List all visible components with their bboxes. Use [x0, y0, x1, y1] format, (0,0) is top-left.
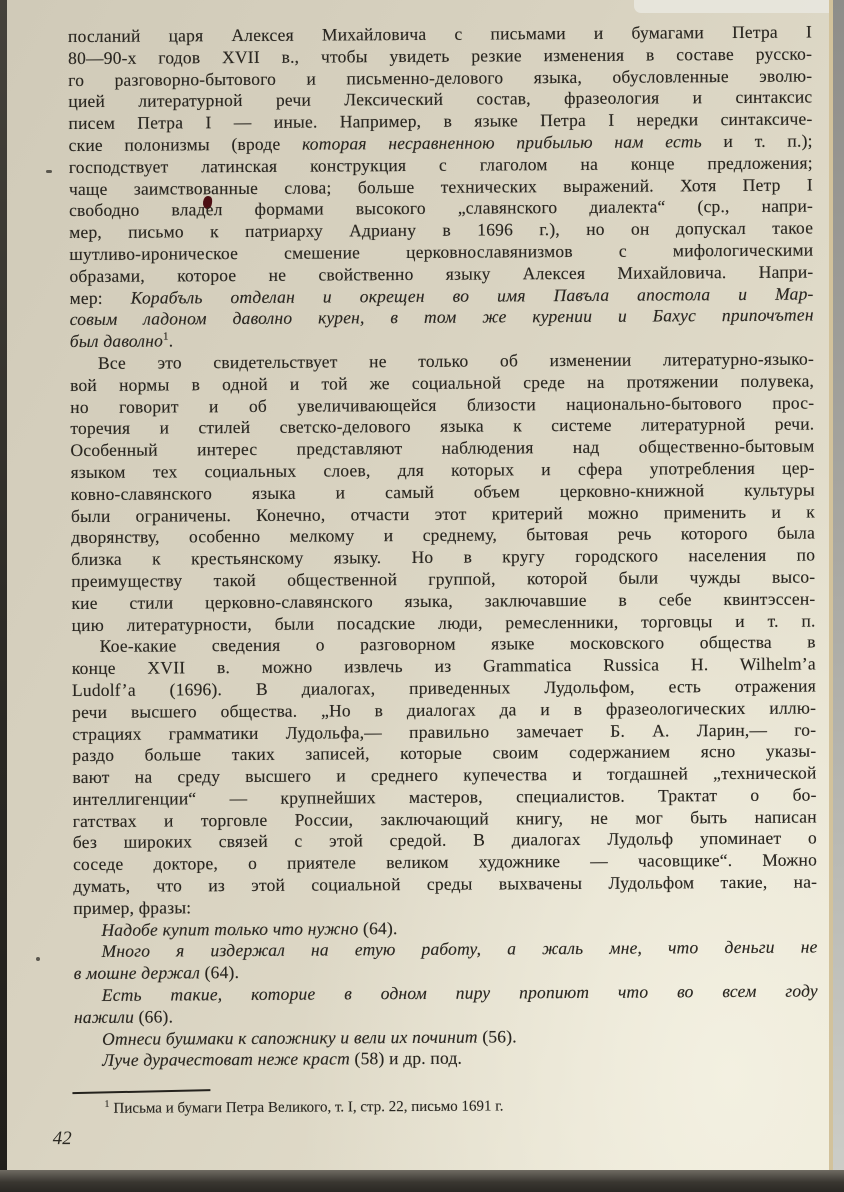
text-line: дворянству, особенно мелкому и среднему, бытовая речь которого была — [70, 522, 816, 548]
text-line: были ограничены. Конечно, отчасти этот критерий можно применить и к — [70, 501, 815, 526]
text-line: ковно-славянского языка и самый объем церковно-книжной культуры — [70, 479, 815, 504]
text-line: торечия и стилей светско-делового языка к системе литературной речи. — [70, 413, 815, 439]
text-line: цию литературности, были посадские люди, ремесленники, торговцы и т. п. — [71, 610, 816, 635]
text-line: Особенный интерес представляют наблюдения над общественно-бытовым — [70, 435, 815, 461]
text-line: языком тех социальных слоев, для которых и сфера употребления цер- — [70, 457, 815, 482]
text-line: без широких связей с этой средой. В диалогах Лудольф упоминает о — [72, 827, 817, 853]
text-line: Есть такие, которие в одном пиру пропиют что во всем году — [101, 980, 818, 1005]
text-line: образами, которое не свойственно языку Алексея Михайловича. Напри- — [69, 261, 814, 286]
text-line: чаще заимствованные слова; больше технических выражений. Хотя Петр I — [68, 174, 813, 199]
text-line: совым ладоном даволно курен, в том же курении и Бахус припочътен — [69, 304, 814, 330]
text-line: Отнеси бушмаки к сапожнику и вели их починит (56). — [102, 1025, 517, 1049]
page-content — [7, 0, 840, 1170]
text-line: Много я издержал на етую работу, а жаль мне, что деньги не — [101, 936, 818, 962]
footnote-marker: 1 — [104, 1098, 110, 1110]
text-line: пример, фразы: — [73, 897, 192, 918]
text-line: Все это свидетельствует не только об изменении литературно-языко- — [97, 348, 815, 373]
page-number: 42 — [52, 1128, 72, 1150]
text-line: господствует латинская конструкция с глаголом на конце предложения; — [68, 152, 813, 177]
text-line: гатствах и торговле России, заключающий книгу, не мог быть написан — [72, 806, 817, 831]
text-line: кие стили церковно-славянского языка, заключавшие в себе квинтэссен- — [71, 588, 816, 613]
text-line: преимуществу такой общественной группой, которой были чужды высо- — [71, 566, 816, 591]
page-text — [68, 22, 818, 1073]
scan-bed-bottom — [0, 1170, 844, 1192]
text-line: речи высшего общества. „Но в диалогах да и в фразеологических иллю- — [72, 697, 817, 722]
text-line: думать, что из этой социальной среды выхвачены Лудольфом такие, на- — [73, 871, 818, 897]
text-line: интеллигенции“ — крупнейших мастеров, специалистов. Трактат о бо- — [72, 784, 817, 809]
scan-bed-left — [0, 0, 7, 1192]
text-line: Кое-какие сведения о разговорном языке московского общества в — [99, 631, 816, 657]
text-line: писем Петра I — иные. Например, в языке Петра I нередки синтаксиче- — [68, 108, 813, 134]
text-line: шутливо-ироническое смешение церковнославянизмов с мифологическими — [69, 239, 814, 265]
text-line: свободно владел формами высокого „славянского диалекта“ (ср., напри- — [68, 195, 814, 221]
text-line: посланий царя Алексея Михайловича с письмами и бумагами Петра I — [67, 21, 813, 47]
book-page — [7, 0, 833, 1170]
footnote-separator — [72, 1089, 210, 1094]
text-line: мер, письмо к патриарху Адриану в 1696 г.), но он допускал такое — [69, 217, 814, 243]
text-line: в мошне держал (64). — [73, 962, 240, 984]
text-line: был даволно$^1$. — [69, 330, 174, 352]
text-line: вают на среду высшего и среднего купечества и тогдашней „технической — [72, 762, 817, 788]
text-line: Ludolf’a (1696). В диалогах, приведенных Лудольфом, есть отражения — [71, 675, 817, 700]
text-line: 80—90-х годов XVII в., чтобы увидеть резкие изменения в составе русско- — [68, 43, 813, 68]
text-line: страциях грамматики Лудольфа,— правильно замечает Б. А. Ларин,— го- — [72, 718, 817, 744]
text-line: нажили (66). — [73, 1006, 174, 1027]
text-line: близка к крестьянскому языку. Но в кругу городского населения по — [71, 544, 816, 570]
text-line: Луче дурачестоват неже краст (58) и др. под. — [102, 1048, 463, 1071]
text-line: конце XVII в. можно извлечь из Grammatica Russica H. Wilhelm’a — [71, 653, 816, 679]
text-line: ские полонизмы (вроде которая несравненною прибылью нам есть и т. п.); — [68, 130, 813, 156]
text-line: раздо больше таких записей, которые своим содержанием ясно указы- — [72, 740, 817, 766]
text-line: соседе докторе, о приятеле великом художнике — часовщике“. Можно — [72, 849, 818, 875]
footnote-text: Письма и бумаги Петра Великого, т. I, стр. 22, письмо 1691 г. — [113, 1098, 504, 1117]
text-line: го разговорно-бытового и письменно-делового языка, обусловленные эволю- — [68, 65, 813, 90]
text-line: мер: Корабъль отделан и окрещен во имя Павъла апостола и Мар- — [69, 283, 814, 308]
footnote — [74, 1096, 818, 1118]
text-line: вой нормы в одной и той же социальной среде на протяжении полувека, — [70, 370, 815, 395]
text-line: но говорит и об увеличивающейся близости национально-бытового прос- — [70, 392, 815, 417]
text-line: цией литературной речи Лексический состав, фразеология и синтаксис — [68, 86, 813, 112]
text-line: Надобе купит только что нужно (64). — [101, 917, 398, 940]
